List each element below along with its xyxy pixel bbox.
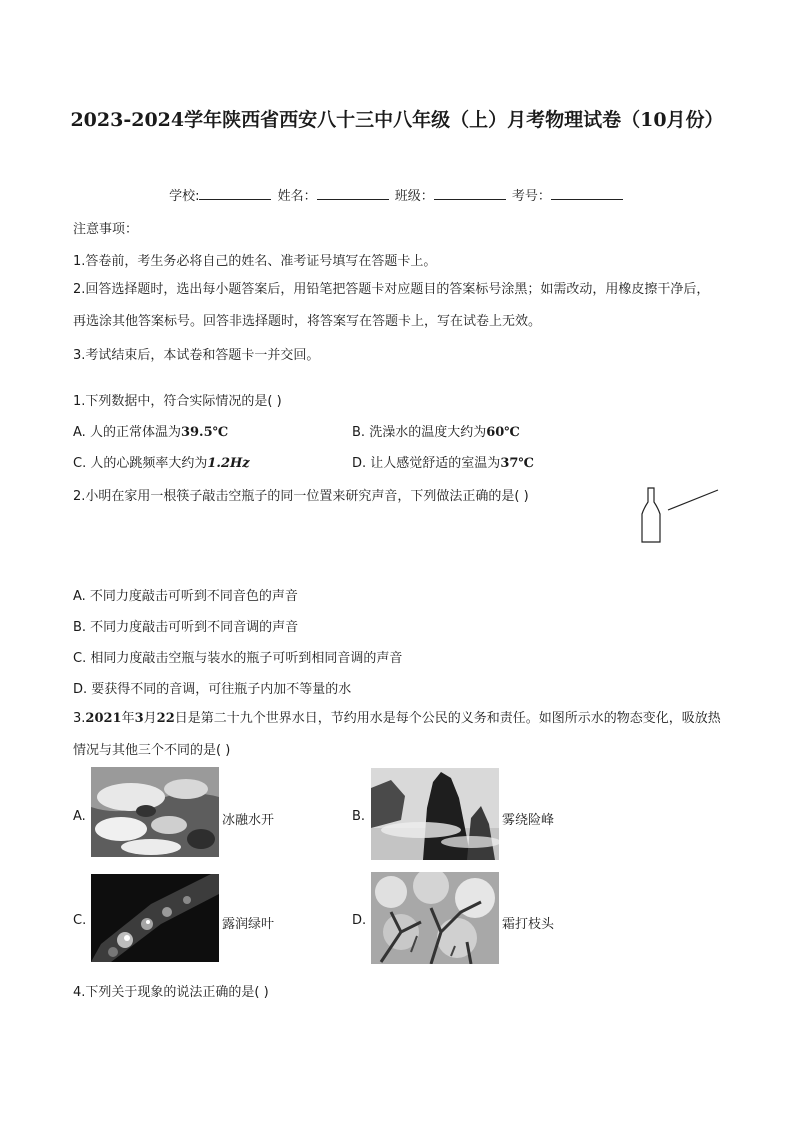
dew-leaf-image: [91, 874, 219, 962]
question-1-stem: 1.下列数据中，符合实际情况的是( ): [73, 394, 282, 409]
q1-b-label: B.: [352, 425, 366, 440]
question-3-stem: [73, 703, 721, 767]
q3-a-label: A.: [73, 809, 86, 824]
q3-year: 2021: [85, 711, 122, 726]
ice-melting-image: [91, 767, 219, 857]
q1-d-value: 37℃: [500, 456, 534, 471]
q3-b-caption: 雾绕险峰: [502, 813, 555, 828]
q3-month: 3: [134, 711, 144, 726]
bottle-and-chopstick-figure: [638, 484, 720, 546]
exam-number-label: 考号：: [511, 189, 551, 204]
note-item-1: 1.答卷前，考生务必将自己的姓名、准考证号填写在答题卡上。: [73, 254, 437, 269]
q3-stem-part-b: 月: [143, 711, 157, 726]
class-label: 班级：: [394, 189, 434, 204]
note-item-3: 3.考试结束后，本试卷和答题卡一并交回。: [73, 348, 320, 363]
q3-c-label: C.: [73, 913, 87, 928]
q1-a-label: A.: [73, 425, 86, 440]
q2-option-b: B. 不同力度敲击可听到不同音调的声音: [73, 620, 299, 635]
foggy-peaks-image: [371, 768, 499, 860]
q1-b-text: 洗澡水的温度大约为: [369, 425, 487, 440]
q3-number: 3.: [73, 711, 86, 726]
question-4-stem: 4.下列关于现象的说法正确的是( ): [73, 985, 269, 1000]
q3-stem-part-c: 日是第二十九个世界水日，节约用水是每个公民的义务和责任。如图所示水的物态变化，吸放热情况与其他三个不同的是( ): [73, 711, 721, 758]
student-info-line: [0, 185, 794, 204]
q1-b-value: 60℃: [486, 425, 520, 440]
q3-day: 22: [156, 711, 175, 726]
q1-a-text: 人的正常体温为: [89, 425, 181, 440]
q3-d-caption: 霜打枝头: [502, 917, 555, 932]
q3-c-caption: 露润绿叶: [222, 917, 275, 932]
frost-branches-image: [371, 872, 499, 964]
q1-d-text: 让人感觉舒适的室温为: [370, 456, 501, 471]
class-blank[interactable]: [434, 187, 506, 200]
name-blank[interactable]: [317, 187, 389, 200]
q1-c-text: 人的心跳频率大约为: [90, 456, 208, 471]
q2-option-c: C. 相同力度敲击空瓶与装水的瓶子可听到相同音调的声音: [73, 651, 403, 666]
q3-a-caption: 冰融水开: [222, 813, 275, 828]
q1-option-c: [73, 452, 250, 471]
q3-b-label: B.: [352, 809, 366, 824]
q1-c-label: C.: [73, 456, 87, 471]
q1-c-value: 1.2Hz: [207, 456, 250, 471]
note-item-2: 2.回答选择题时，选出每小题答案后，用铅笔把答题卡对应题目的答案标号涂黑；如需改动，用橡皮擦干净后，再选涂其他答案标号。回答非选择题时，将答案写在答题卡上，写在试卷上无效。: [73, 282, 710, 329]
q3-stem-part-a: 年: [121, 711, 135, 726]
exam-number-blank[interactable]: [551, 187, 623, 200]
notes-heading: 注意事项：: [73, 222, 139, 237]
q1-d-label: D.: [352, 456, 367, 471]
q1-option-d: [352, 452, 534, 471]
name-label: 姓名：: [277, 189, 317, 204]
school-label: 学校:: [169, 189, 200, 204]
q1-option-b: [352, 421, 520, 440]
school-blank[interactable]: [199, 187, 271, 200]
q1-option-a: [73, 421, 228, 440]
q1-a-value: 39.5℃: [180, 425, 229, 440]
exam-title: 2023-2024学年陕西省西安八十三中八年级（上）月考物理试卷（10月份）: [70, 109, 724, 131]
q2-option-a: A. 不同力度敲击可听到不同音色的声音: [73, 589, 298, 604]
q2-option-d: D. 要获得不同的音调，可往瓶子内加不等量的水: [73, 682, 352, 697]
question-2-stem: 2.小明在家用一根筷子敲击空瓶子的同一位置来研究声音，下列做法正确的是( ): [73, 489, 529, 504]
q3-d-label: D.: [352, 913, 367, 928]
